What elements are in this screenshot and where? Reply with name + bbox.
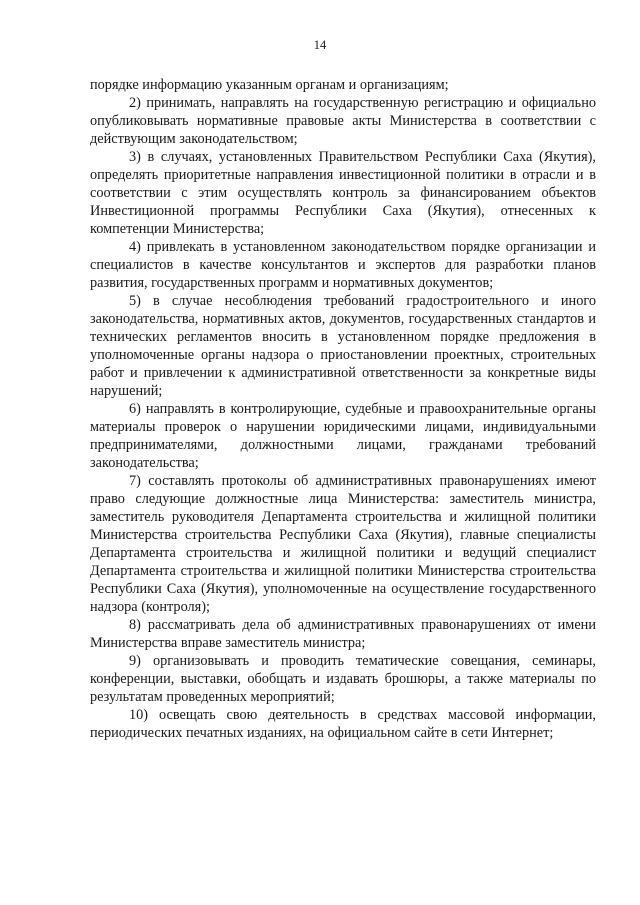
document-body — [90, 76, 596, 742]
paragraph-item-4: 4) привлекать в установленном законодательством порядке организации и специалистов в качестве консультантов и экспертов для разработки планов развития, государственных программ и нормативных документов; — [90, 239, 596, 291]
paragraph-item-8: 8) рассматривать дела об административных правонарушениях от имени Министерства вправе заместитель министра; — [90, 617, 596, 651]
paragraph-item-2: 2) принимать, направлять на государственную регистрацию и официально опубликовывать нормативные правовые акты Министерства в соответствии с действующим законодательством; — [90, 95, 596, 147]
page-number: 14 — [313, 38, 327, 52]
paragraph-item-6: 6) направлять в контролирующие, судебные и правоохранительные органы материалы проверок о нарушении юридическими лицами, индивидуальными предпринимателями, должностными лицами, гражданами требований законодательства; — [90, 401, 596, 471]
paragraph-continuation: порядке информацию указанным органам и организациям; — [90, 77, 449, 93]
paragraph-item-3: 3) в случаях, установленных Правительством Республики Саха (Якутия), определять приоритетные направления инвестиционной политики в отрасли и в соответствии с этим осуществлять контроль за финансированием объектов Инвестиционной программы Республики Саха (Якутия), отнесенных к компетенции Министерства; — [90, 149, 596, 237]
paragraph-item-9: 9) организовывать и проводить тематические совещания, семинары, конференции, выставки, обобщать и издавать брошюры, а также материалы по результатам проведенных мероприятий; — [90, 653, 596, 705]
paragraph-item-7: 7) составлять протоколы об административных правонарушениях имеют право следующие должностные лица Министерства: заместитель министра, заместитель руководителя Департамента строительства и жилищной политики Министерства строительства Республики Саха (Якутия), главные специалисты Департамента строительства и жилищной политики и ведущий специалист Департамента строительства и жилищной политики Министерства строительства Республики Саха (Якутия), уполномоченные на осуществление государственного надзора (контроля); — [90, 473, 596, 615]
paragraph-item-5: 5) в случае несоблюдения требований градостроительного и иного законодательства, нормативных актов, документов, государственных стандартов и технических регламентов вносить в установленном порядке предложения в уполномоченные органы надзора о приостановлении проектных, строительных работ и привлечении к административной ответственности за конкретные виды нарушений; — [90, 293, 596, 399]
paragraph-item-10: 10) освещать свою деятельность в средствах массовой информации, периодических печатных изданиях, на официальном сайте в сети Интернет; — [90, 707, 596, 741]
